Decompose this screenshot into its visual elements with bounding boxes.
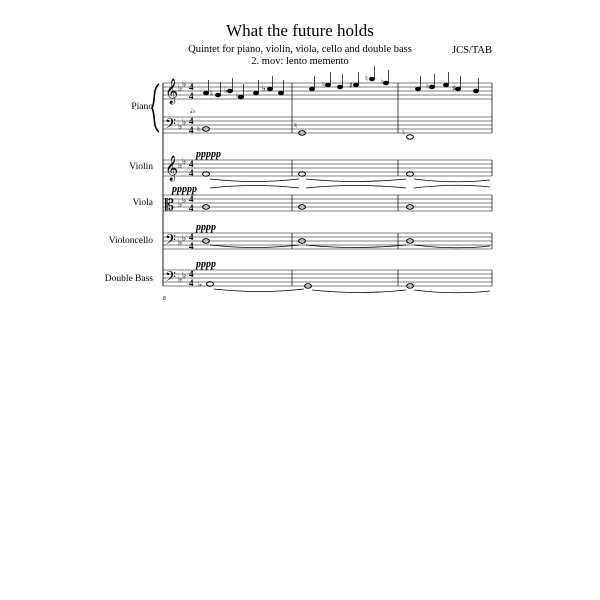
- bass-clef-icon: 𝄢: [165, 232, 176, 252]
- instrument-label-piano: Piano: [131, 102, 153, 112]
- page-number: 8: [163, 296, 166, 302]
- dynamic-viola: ppppp: [172, 184, 197, 195]
- svg-text:4: 4: [189, 269, 194, 279]
- svg-text:♯: ♯: [349, 81, 353, 90]
- score-title: What the future holds: [226, 21, 374, 40]
- svg-text:4: 4: [189, 116, 194, 126]
- treble-clef-icon: 𝄞: [165, 156, 179, 181]
- svg-text:4: 4: [189, 159, 194, 169]
- dynamic-violin: ppppp: [196, 149, 221, 160]
- ties: [210, 179, 490, 293]
- instrument-label-viola: Viola: [132, 198, 153, 208]
- svg-text:♭: ♭: [262, 84, 266, 93]
- svg-text:♭: ♭: [178, 122, 183, 132]
- svg-text:♭: ♭: [224, 86, 228, 95]
- instrument-label-double-bass: Double Bass: [104, 274, 153, 284]
- piano-brace: [152, 84, 159, 132]
- svg-text:♭: ♭: [182, 234, 187, 244]
- svg-text:♭: ♭: [182, 157, 187, 167]
- string-whole-notes: [203, 172, 414, 288]
- svg-text:♭: ♭: [182, 196, 187, 206]
- svg-text:4: 4: [189, 168, 194, 178]
- piano-bass-staff: [163, 117, 492, 133]
- instrument-label-violin: Violin: [129, 162, 153, 172]
- instrument-label-violoncello: Violoncello: [108, 236, 153, 246]
- double-bass-staff: [163, 270, 492, 286]
- piano-low-chord-icon: 𝅗𝅥♭: [190, 107, 196, 115]
- treble-clef-icon: 𝄞: [165, 79, 179, 104]
- svg-text:♭: ♭: [182, 271, 187, 281]
- svg-text:4: 4: [189, 194, 194, 204]
- svg-text:4: 4: [189, 232, 194, 242]
- subtitle-line-2: 2. mov: lento memento: [251, 56, 349, 67]
- composer-credit: JCS/TAB: [451, 45, 492, 56]
- svg-text:4: 4: [189, 203, 194, 213]
- svg-text:♮: ♮: [322, 80, 325, 89]
- svg-text:4: 4: [189, 125, 194, 135]
- svg-text:4: 4: [189, 82, 194, 92]
- subtitle-line-1: Quintet for piano, violin, viola, cello and double bass: [188, 44, 412, 55]
- svg-text:♮: ♮: [365, 74, 368, 83]
- svg-text:♮: ♮: [197, 125, 200, 134]
- svg-text:4: 4: [189, 91, 194, 101]
- svg-text:♮: ♮: [294, 121, 297, 130]
- key-signatures: [178, 80, 186, 285]
- violin-staff: [163, 160, 492, 176]
- svg-text:♮: ♮: [236, 92, 239, 101]
- bass-clef-icon: 𝄢: [165, 269, 176, 289]
- svg-text:♮: ♮: [402, 128, 405, 137]
- svg-text:♭: ♭: [178, 161, 183, 171]
- svg-text:♮: ♮: [426, 82, 429, 91]
- svg-text:♮: ♮: [381, 78, 384, 87]
- staff-lines: [163, 83, 492, 286]
- svg-text:♮: ♮: [210, 89, 213, 98]
- dynamic-violoncello: pppp: [196, 222, 216, 233]
- svg-text:4: 4: [189, 241, 194, 251]
- svg-text:♭: ♭: [182, 80, 187, 90]
- svg-text:4: 4: [189, 278, 194, 288]
- piano-treble-notes: [203, 66, 478, 99]
- bass-flat-accidental: ♭: [198, 280, 202, 289]
- svg-text:♭: ♭: [178, 200, 183, 210]
- svg-text:♭: ♭: [182, 118, 187, 128]
- svg-text:♭: ♭: [178, 238, 183, 248]
- viola-staff: [163, 195, 492, 211]
- barlines: [292, 83, 492, 286]
- alto-clef-icon: 𝄡: [165, 195, 174, 214]
- svg-text:♭: ♭: [178, 84, 183, 94]
- dynamic-double-bass: pppp: [196, 259, 216, 270]
- svg-text:♭: ♭: [178, 275, 183, 285]
- svg-text:♯: ♯: [452, 84, 456, 93]
- bass-clef-icon: 𝄢: [165, 116, 176, 136]
